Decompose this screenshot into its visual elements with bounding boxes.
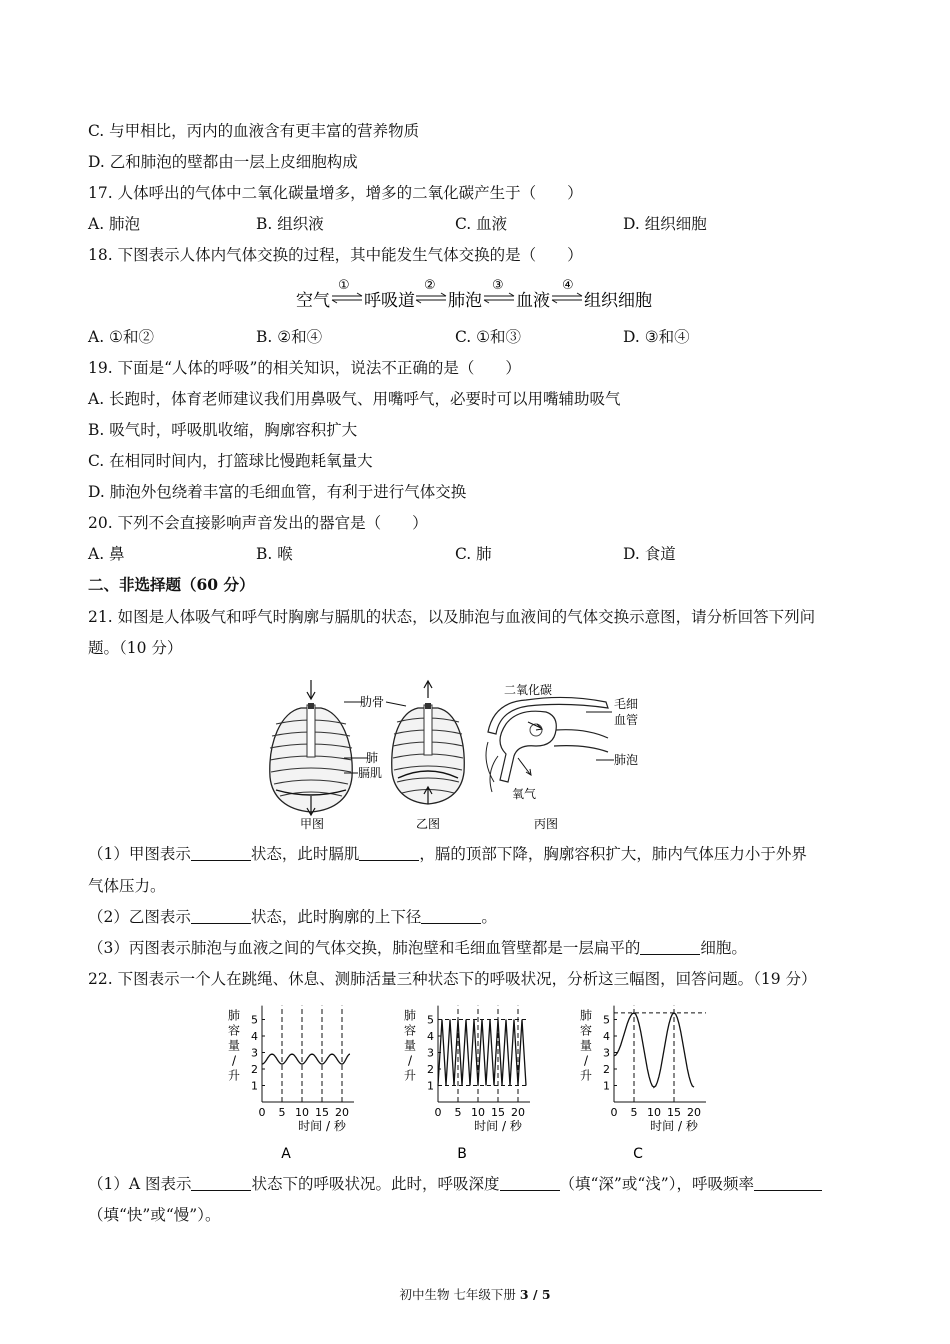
q22-part1: （1）A 图表示 状态下的呼吸状况。此时，呼吸深度 （填“深”或“浅”），呼吸频率 [88,1174,822,1194]
y-tick-label: 3 [603,1046,610,1060]
x-tick-label: 20 [335,1106,349,1119]
y-axis-label: 升 [579,1068,593,1083]
label-alveolus: 肺泡 [614,753,639,767]
y-axis-label: / [231,1053,237,1068]
x-tick-label: 10 [295,1106,309,1119]
label-rib: 肋骨 [360,695,385,709]
flow-arrow-3 [484,278,514,303]
q20-option-c: C. 肺 [455,545,492,563]
x-tick-label: 0 [610,1106,618,1119]
y-axis-label: 量 [579,1038,593,1053]
y-tick-label: 1 [603,1079,610,1093]
q21-part3: （3）丙图表示肺泡与血液之间的气体交换，肺泡壁和毛细血管壁都是一层扁平的 细胞。 [88,939,747,957]
q21-part1-cont: 气体压力。 [88,877,166,895]
y-axis-label: 容 [579,1023,593,1038]
y-tick-label: 3 [427,1046,434,1060]
flow-arrow-4 [552,278,582,303]
y-axis-label: 容 [403,1023,417,1038]
y-tick-label: 4 [251,1030,258,1043]
answer-blank[interactable] [359,846,419,861]
q21-part1: （1）甲图表示 状态，此时膈肌 ，膈的顶部下降，胸廓容积扩大，肺内气体压力小于外界 [88,845,807,863]
gas-exchange-flow-diagram [296,276,666,316]
flow-blood: 血液 [516,291,550,311]
x-tick-label: 20 [687,1106,701,1119]
ribcage-inhale [270,680,352,815]
q20-option-d: D. 食道 [623,545,676,563]
y-tick-label: 2 [427,1063,434,1076]
footer-text: 初中生物 七年级下册 [399,1287,520,1302]
flow-arrow-2 [416,278,446,303]
q17-option-d: D. 组织细胞 [623,215,707,233]
q16-option-c: C. 与甲相比，丙内的血液含有更丰富的营养物质 [88,122,420,140]
answer-blank[interactable] [754,1176,822,1191]
flow-tissue-cells: 组织细胞 [584,291,652,311]
label-o2: 氧气 [512,787,537,801]
flow-mark-2: ② [424,278,436,293]
flow-mark-4: ④ [562,278,574,293]
series-line [438,1020,526,1086]
y-tick-label: 2 [603,1063,610,1076]
x-tick-label: 5 [454,1106,462,1119]
q19-option-c: C. 在相同时间内，打篮球比慢跑耗氧量大 [88,452,373,470]
x-tick-label: 15 [491,1106,505,1119]
q19-option-b: B. 吸气时，呼吸肌收缩，胸廓容积扩大 [88,421,358,439]
series-line [614,1013,694,1087]
label-jia: 甲图 [300,817,325,831]
chart-panel-A [228,1006,354,1162]
q16-option-d: D. 乙和肺泡的壁都由一层上皮细胞构成 [88,153,358,171]
y-axis-label: 肺 [403,1008,417,1023]
y-axis-label: / [407,1053,413,1068]
y-tick-label: 3 [251,1046,258,1060]
q19-option-a: A. 长跑时，体育老师建议我们用鼻吸气、用嘴呼气，必要时可以用嘴辅助吸气 [88,390,621,408]
page-footer [0,1285,950,1303]
chart-panel-C [580,1006,706,1162]
q18-stem: 18. 下图表示人体内气体交换的过程，其中能发生气体交换的是（ ） [88,246,583,264]
x-tick-label: 0 [258,1106,266,1119]
answer-blank[interactable] [191,909,251,924]
q18-option-d: D. ③和④ [623,328,690,346]
x-axis-label: 时间 / 秒 [474,1119,522,1133]
y-axis-label: / [583,1053,589,1068]
y-tick-label: 1 [251,1079,258,1093]
q19-option-d: D. 肺泡外包绕着丰富的毛细血管，有利于进行气体交换 [88,483,467,501]
x-tick-label: 15 [667,1106,681,1119]
y-axis-label: 肺 [227,1008,241,1023]
flow-airway: 呼吸道 [364,291,415,311]
y-tick-label: 4 [603,1030,610,1043]
y-tick-label: 5 [427,1013,434,1027]
panel-label: C [633,1146,643,1162]
y-tick-label: 1 [427,1079,434,1093]
answer-blank[interactable] [640,940,700,955]
label-bing: 丙图 [534,817,559,831]
x-tick-label: 5 [630,1106,638,1119]
y-axis-label: 容 [227,1023,241,1038]
x-axis-label: 时间 / 秒 [298,1119,346,1133]
q19-stem: 19. 下面是“人体的呼吸”的相关知识，说法不正确的是（ ） [88,359,521,377]
answer-blank[interactable] [191,1176,251,1191]
section-heading: 二、非选择题（60 分） [88,575,255,594]
q17-option-a: A. 肺泡 [88,215,141,233]
y-axis-label: 量 [403,1038,417,1053]
label-capillary-2: 血管 [614,713,639,727]
q17-option-c: C. 血液 [455,215,508,233]
q22-stem: 22. 下图表示一个人在跳绳、休息、测肺活量三种状态下的呼吸状况，分析这三幅图，回答问题。（19 分） [88,970,817,988]
y-tick-label: 5 [251,1013,258,1027]
q18-option-c: C. ①和③ [455,328,522,346]
q21-part2: （2）乙图表示 状态，此时胸廓的上下径 。 [88,908,497,926]
x-tick-label: 5 [278,1106,286,1119]
q18-option-b: B. ②和④ [256,328,323,346]
answer-blank[interactable] [500,1176,560,1191]
y-tick-label: 4 [427,1030,434,1043]
x-tick-label: 20 [511,1106,525,1119]
x-tick-label: 10 [647,1106,661,1119]
answer-blank[interactable] [191,846,251,861]
label-diaphragm: 膈肌 [358,766,383,780]
flow-arrow-1 [332,278,362,303]
q20-option-b: B. 喉 [256,545,293,563]
x-tick-label: 10 [471,1106,485,1119]
q17-stem: 17. 人体呼出的气体中二氧化碳量增多，增多的二氧化碳产生于（ ） [88,184,583,202]
panel-label: A [281,1146,291,1162]
label-capillary-1: 毛细 [614,697,639,711]
q20-stem: 20. 下列不会直接影响声音发出的器官是（ ） [88,514,428,532]
x-tick-label: 0 [434,1106,442,1119]
y-tick-label: 2 [251,1063,258,1076]
breathing-figure [256,672,656,832]
flow-alveolus: 肺泡 [448,291,482,311]
x-axis-label: 时间 / 秒 [650,1119,698,1133]
label-yi: 乙图 [416,817,441,831]
chart-panel-B [404,1006,530,1162]
q22-part1-cont: （填“快”或“慢”）。 [88,1206,221,1224]
x-tick-label: 15 [315,1106,329,1119]
lung-volume-charts [0,990,950,1170]
label-lung: 肺 [366,751,379,765]
series-line [262,1054,350,1064]
answer-blank[interactable] [421,909,481,924]
q21-stem-line1: 21. 如图是人体吸气和呼气时胸廓与膈肌的状态，以及肺泡与血液间的气体交换示意图，请分析回答下列问 [88,608,816,626]
q18-option-a: A. ①和② [88,328,154,346]
y-axis-label: 肺 [579,1008,593,1023]
q17-option-b: B. 组织液 [256,215,324,233]
ribcage-exhale [392,681,465,804]
y-axis-label: 升 [403,1068,417,1083]
label-co2: 二氧化碳 [504,683,553,697]
y-tick-label: 5 [603,1013,610,1027]
q20-option-a: A. 鼻 [88,545,125,563]
y-axis-label: 升 [227,1068,241,1083]
flow-air: 空气 [296,291,330,311]
q21-stem-line2: 题。（10 分） [88,639,183,657]
y-axis-label: 量 [227,1038,241,1053]
panel-label: B [457,1146,467,1162]
page-number: 3 / 5 [519,1287,551,1302]
flow-mark-3: ③ [492,278,504,293]
flow-mark-1: ① [338,278,350,293]
